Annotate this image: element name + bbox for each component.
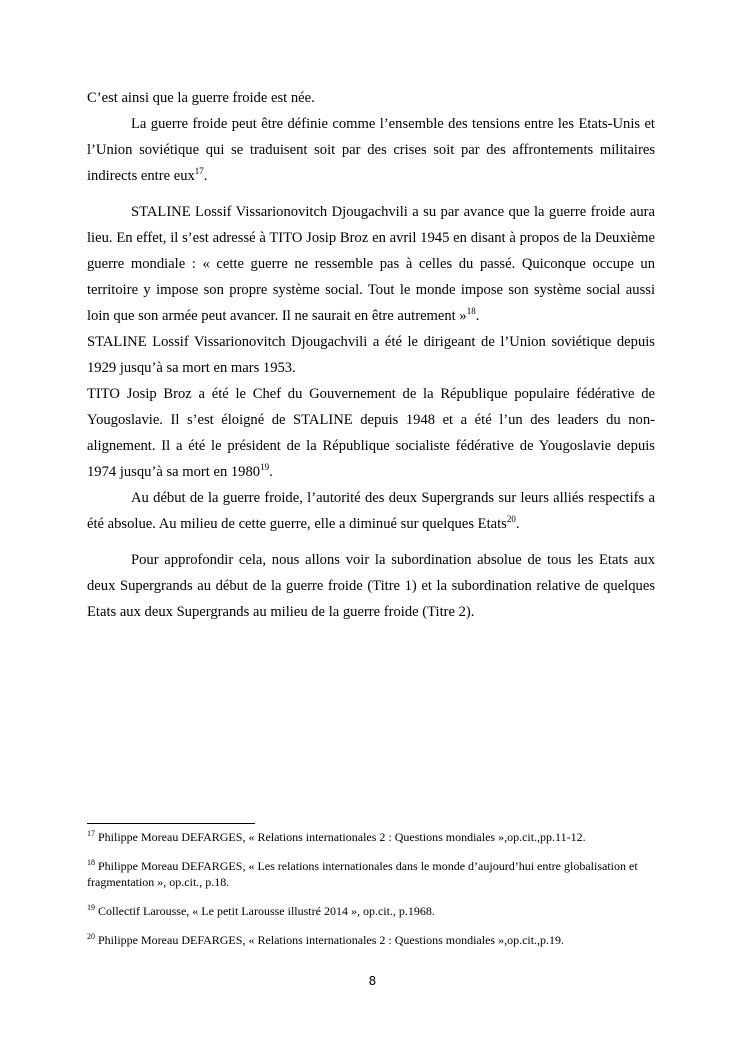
paragraph: STALINE Lossif Vissarionovitch Djougachvili a su par avance que la guerre froide aura lieu. En effet, il s’est adressé à TITO Josip Broz en avril 1945 en disant à propos de la Deuxième guerre mondiale : « cette guerre ne ressemble pas à celles du passé. Quiconque occupe un territoire y impose son propre système social. Tout le monde impose son système social aussi loin que son armée peut avancer. Il ne saurait en être autrement »$^{18}$.	[87, 204, 655, 324]
footnote: $^{18}$ Philippe Moreau DEFARGES, « Les relations internationales dans le monde d’aujourd’hui entre globalisation et fragmentation », op.cit., p.18.	[87, 858, 638, 889]
footnotes	[87, 829, 655, 961]
footnote-separator	[87, 823, 255, 824]
footnote-number: 20	[87, 932, 95, 941]
footnote: $^{17}$ Philippe Moreau DEFARGES, « Relations internationales 2 : Questions mondiales »,op.cit.,pp.11-12.	[87, 829, 586, 844]
paragraph: STALINE Lossif Vissarionovitch Djougachvili a été le dirigeant de l’Union soviétique depuis 1929 jusqu’à sa mort en mars 1953.	[87, 334, 655, 376]
footnote-ref: 18	[466, 306, 476, 317]
paragraph: La guerre froide peut être définie comme l’ensemble des tensions entre les Etats-Unis et l’Union soviétique qui se traduisent soit par des crises soit par des affrontements militaires indirects entre eux$^{17}$.	[87, 116, 655, 184]
paragraph: Pour approfondir cela, nous allons voir la subordination absolue de tous les Etats aux deux Supergrands au début de la guerre froide (Titre 1) et la subordination relative de quelques Etats aux deux Supergrands au milieu de la guerre froide (Titre 2).	[87, 552, 655, 620]
footnote-ref: 19	[260, 462, 270, 473]
footnote-ref: 20	[506, 514, 516, 525]
body-text	[87, 85, 655, 625]
footnote: $^{20}$ Philippe Moreau DEFARGES, « Relations internationales 2 : Questions mondiales »,op.cit.,p.19.	[87, 932, 565, 947]
footnote-number: 18	[87, 858, 95, 867]
footnote-ref: 17	[194, 166, 204, 177]
paragraph: C’est ainsi que la guerre froide est née.	[87, 90, 315, 106]
footnote-number: 19	[87, 903, 95, 912]
footnote: $^{19}$ Collectif Larousse, « Le petit Larousse illustré 2014 », op.cit., p.1968.	[87, 903, 435, 918]
paragraph: TITO Josip Broz a été le Chef du Gouvernement de la République populaire fédérative de Yougoslavie. Il s’est éloigné de STALINE depuis 1948 et a été l’un des leaders du non-alignement. Il a été le président de la République socialiste fédérative de Yougoslavie depuis 1974 jusqu’à sa mort en 1980$^{19}$.	[87, 386, 655, 480]
footnote-number: 17	[87, 829, 95, 838]
paragraph: Au début de la guerre froide, l’autorité des deux Supergrands sur leurs alliés respectifs a été absolue. Au milieu de cette guerre, elle a diminué sur quelques Etats$^{20}$.	[87, 490, 655, 532]
page-number: 8	[368, 974, 377, 988]
